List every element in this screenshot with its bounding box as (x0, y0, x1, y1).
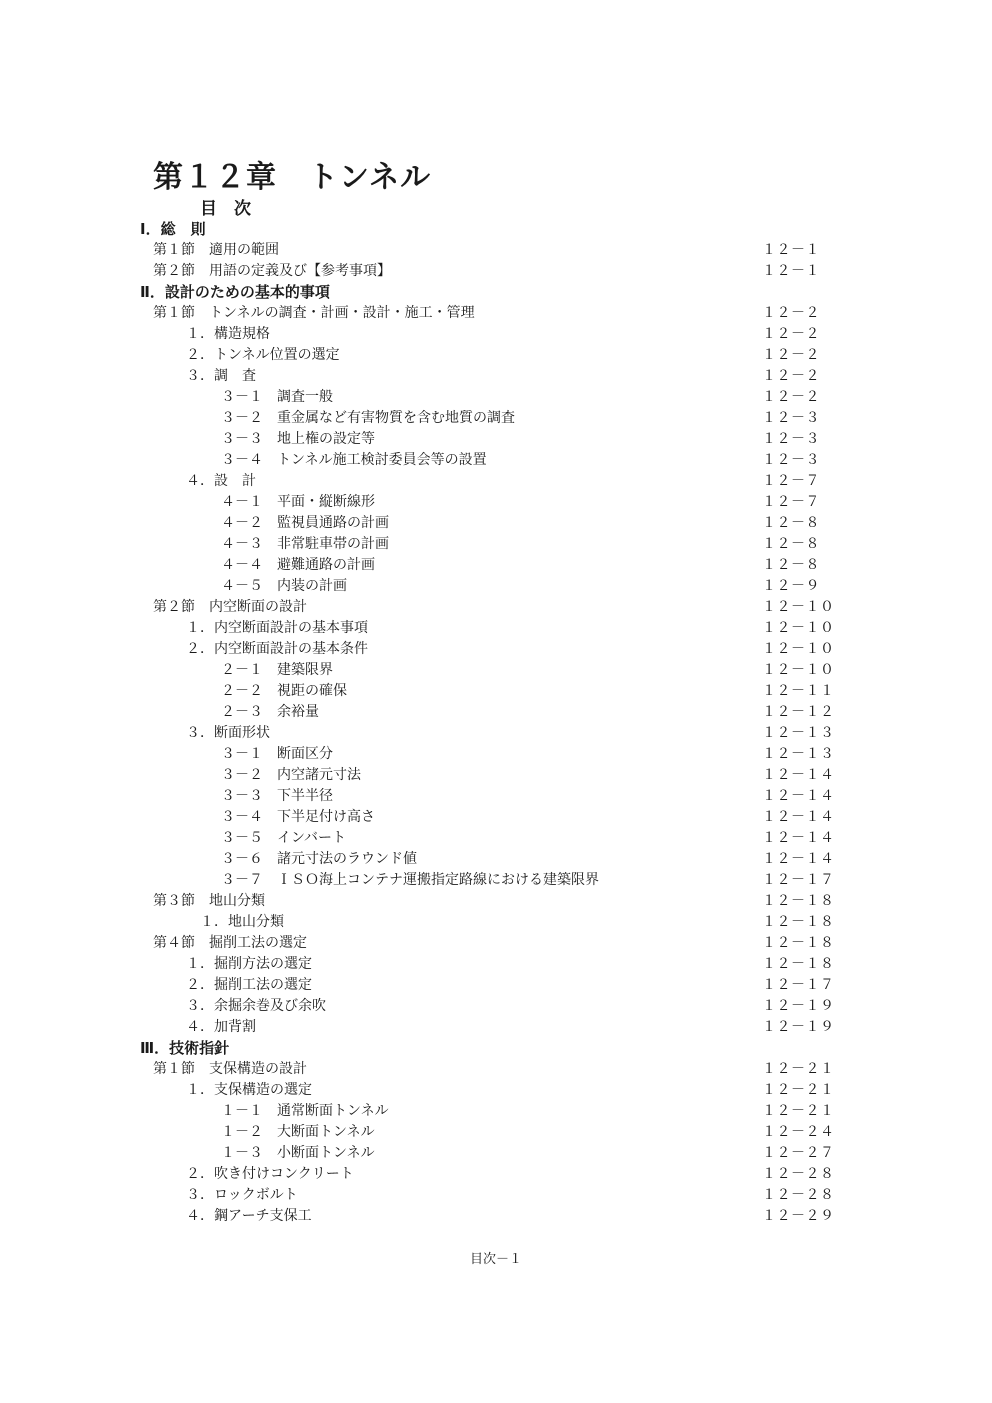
toc-entry-label: ４．鋼アーチ支保工 (186, 1208, 312, 1224)
toc-entry-label: Ⅱ．設計のための基本的事項 (140, 283, 330, 301)
toc-entry (0, 891, 992, 912)
toc-entry-page: １２－９ (762, 578, 820, 594)
toc-entry (0, 723, 992, 744)
toc-entry-label: ４－４ 避難通路の計画 (221, 557, 375, 573)
chapter-title: 第１２章 トンネル (153, 160, 432, 195)
toc-entry-page: １２－１ (762, 242, 820, 258)
toc-entry-label: ３－６ 諸元寸法のラウンド値 (221, 851, 417, 867)
toc-entry (0, 849, 992, 870)
toc-entry-label: １－２ 大断面トンネル (221, 1124, 375, 1140)
toc-entry-page: １２－８ (762, 515, 820, 531)
toc-entry (0, 261, 992, 282)
toc-entry-label: ２－２ 視距の確保 (221, 683, 347, 699)
toc-entry (0, 1017, 992, 1038)
toc-entry-page: １２－１４ (762, 767, 835, 783)
toc-entry-label: ３－４ トンネル施工検討委員会等の設置 (221, 452, 487, 468)
toc-entry-label: １．地山分類 (186, 914, 284, 930)
toc-entry-page: １２－２４ (762, 1124, 835, 1140)
toc-entry (0, 975, 992, 996)
toc-entry (0, 240, 992, 261)
toc-entry-label: ３－２ 内空諸元寸法 (221, 767, 361, 783)
toc-entry-label: 第４節 掘削工法の選定 (153, 935, 307, 951)
toc-entry-page: １２－３ (762, 410, 820, 426)
toc-entry-page: １２－２１ (762, 1082, 835, 1098)
toc-entry (0, 639, 992, 660)
toc-entry (0, 681, 992, 702)
toc-entry-page: １２－１７ (762, 977, 835, 993)
toc-entry (0, 1101, 992, 1122)
toc-entry-label: ３－３ 地上権の設定等 (221, 431, 375, 447)
toc-entry-page: １２－２８ (762, 1166, 835, 1182)
toc-entry-page: １２－１４ (762, 830, 835, 846)
toc-entry-label: ３－３ 下半半径 (221, 788, 333, 804)
toc-entry-page: １２－１４ (762, 809, 835, 825)
toc-entry (0, 471, 992, 492)
table-of-contents (0, 219, 992, 1227)
toc-entry-label: ３－２ 重金属など有害物質を含む地質の調査 (221, 410, 515, 426)
toc-entry-page: １２－７ (762, 473, 820, 489)
toc-entry (0, 534, 992, 555)
toc-entry-label: ３．断面形状 (186, 725, 270, 741)
toc-entry (0, 954, 992, 975)
toc-entry-page: １２－２ (762, 326, 820, 342)
contents-heading: 目 次 (200, 199, 251, 219)
toc-entry-page: １２－７ (762, 494, 820, 510)
toc-entry-page: １２－１４ (762, 788, 835, 804)
toc-entry-page: １２－１２ (762, 704, 835, 720)
toc-entry-page: １２－１７ (762, 872, 835, 888)
toc-entry-label: ３－４ 下半足付け高さ (221, 809, 375, 825)
toc-entry (0, 744, 992, 765)
toc-entry-page: １２－１８ (762, 956, 835, 972)
toc-entry-label: １．支保構造の選定 (186, 1082, 312, 1098)
toc-entry-label: ３．余掘余巻及び余吹 (186, 998, 326, 1014)
toc-entry-label: ４－２ 監視員通路の計画 (221, 515, 389, 531)
toc-entry (0, 933, 992, 954)
toc-entry (0, 1080, 992, 1101)
toc-entry-label: ２－１ 建築限界 (221, 662, 333, 678)
toc-entry-page: １２－２８ (762, 1187, 835, 1203)
toc-entry-page: １２－２ (762, 368, 820, 384)
toc-entry (0, 765, 992, 786)
toc-entry-label: ４－３ 非常駐車帯の計画 (221, 536, 389, 552)
toc-entry-page: １２－２１ (762, 1061, 835, 1077)
toc-entry-page: １２－１０ (762, 641, 835, 657)
toc-entry-label: ４－５ 内装の計画 (221, 578, 347, 594)
toc-entry-page: １２－１１ (762, 683, 835, 699)
toc-entry-label: 第１節 適用の範囲 (153, 242, 279, 258)
toc-entry-label: Ⅰ．総 則 (140, 220, 206, 238)
toc-entry (0, 303, 992, 324)
toc-entry (0, 1185, 992, 1206)
toc-entry-page: １２－１８ (762, 893, 835, 909)
toc-entry (0, 1122, 992, 1143)
toc-entry (0, 387, 992, 408)
toc-entry-label: ３．ロックボルト (186, 1187, 298, 1203)
toc-entry-label: ４－１ 平面・縦断線形 (221, 494, 375, 510)
toc-entry-page: １２－２７ (762, 1145, 835, 1161)
toc-entry (0, 513, 992, 534)
toc-entry (0, 912, 992, 933)
toc-entry-page: １２－１０ (762, 599, 835, 615)
toc-entry-page: １２－１９ (762, 1019, 835, 1035)
toc-entry-page: １２－３ (762, 452, 820, 468)
toc-entry (0, 660, 992, 681)
toc-entry-label: ４．加背割 (186, 1019, 256, 1035)
toc-entry-page: １２－８ (762, 557, 820, 573)
toc-entry-label: 第３節 地山分類 (153, 893, 265, 909)
toc-entry-page: １２－１４ (762, 851, 835, 867)
toc-entry-label: ２－３ 余裕量 (221, 704, 319, 720)
page-footer: 目次－１ (469, 1252, 522, 1267)
toc-entry-page: １２－１９ (762, 998, 835, 1014)
toc-entry-label: １－１ 通常断面トンネル (221, 1103, 389, 1119)
toc-entry-page: １２－８ (762, 536, 820, 552)
toc-entry (0, 1206, 992, 1227)
toc-entry-page: １２－１０ (762, 620, 835, 636)
toc-entry (0, 807, 992, 828)
toc-entry-page: １２－２ (762, 347, 820, 363)
toc-entry (0, 1164, 992, 1185)
toc-entry-label: ２．内空断面設計の基本条件 (186, 641, 368, 657)
toc-entry-label: ３．調 査 (186, 368, 256, 384)
toc-entry (0, 345, 992, 366)
toc-entry-page: １２－１８ (762, 914, 835, 930)
toc-entry-label: ２．掘削工法の選定 (186, 977, 312, 993)
toc-entry (0, 429, 992, 450)
toc-entry-page: １２－１３ (762, 746, 835, 762)
toc-entry-label: ３－１ 調査一般 (221, 389, 333, 405)
toc-entry-page: １２－１３ (762, 725, 835, 741)
toc-entry (0, 597, 992, 618)
toc-entry (0, 786, 992, 807)
toc-entry-page: １２－２９ (762, 1208, 835, 1224)
toc-part-heading (0, 282, 992, 303)
toc-entry-page: １２－１８ (762, 935, 835, 951)
toc-entry (0, 366, 992, 387)
toc-entry-label: Ⅲ．技術指針 (140, 1039, 230, 1057)
toc-entry-label: ４．設 計 (186, 473, 256, 489)
toc-entry (0, 618, 992, 639)
toc-entry (0, 492, 992, 513)
toc-entry-label: 第１節 支保構造の設計 (153, 1061, 307, 1077)
toc-entry (0, 828, 992, 849)
toc-entry-label: １．内空断面設計の基本事項 (186, 620, 368, 636)
toc-entry (0, 1143, 992, 1164)
toc-entry (0, 324, 992, 345)
toc-entry-label: １－３ 小断面トンネル (221, 1145, 375, 1161)
toc-entry (0, 576, 992, 597)
toc-part-heading (0, 1038, 992, 1059)
toc-entry-page: １２－１ (762, 263, 820, 279)
toc-entry (0, 702, 992, 723)
toc-entry-label: 第１節 トンネルの調査・計画・設計・施工・管理 (153, 305, 475, 321)
toc-entry-page: １２－２ (762, 305, 820, 321)
toc-entry-page: １２－１０ (762, 662, 835, 678)
toc-entry-page: １２－２１ (762, 1103, 835, 1119)
toc-entry (0, 870, 992, 891)
toc-entry-label: 第２節 内空断面の設計 (153, 599, 307, 615)
toc-entry-label: ３－１ 断面区分 (221, 746, 333, 762)
toc-entry-label: 第２節 用語の定義及び【参考事項】 (153, 263, 391, 279)
toc-entry (0, 450, 992, 471)
toc-entry (0, 1059, 992, 1080)
toc-entry-label: ３－５ インバート (221, 830, 347, 846)
toc-entry-label: ２．トンネル位置の選定 (186, 347, 340, 363)
toc-entry-label: ３－７ ＩＳＯ海上コンテナ運搬指定路線における建築限界 (221, 872, 599, 888)
toc-entry-label: ２．吹き付けコンクリート (186, 1166, 354, 1182)
toc-entry-label: １．構造規格 (186, 326, 270, 342)
toc-entry-page: １２－３ (762, 431, 820, 447)
toc-entry (0, 408, 992, 429)
toc-entry-page: １２－２ (762, 389, 820, 405)
toc-entry (0, 996, 992, 1017)
toc-entry (0, 555, 992, 576)
toc-entry-label: １．掘削方法の選定 (186, 956, 312, 972)
toc-part-heading (0, 219, 992, 240)
